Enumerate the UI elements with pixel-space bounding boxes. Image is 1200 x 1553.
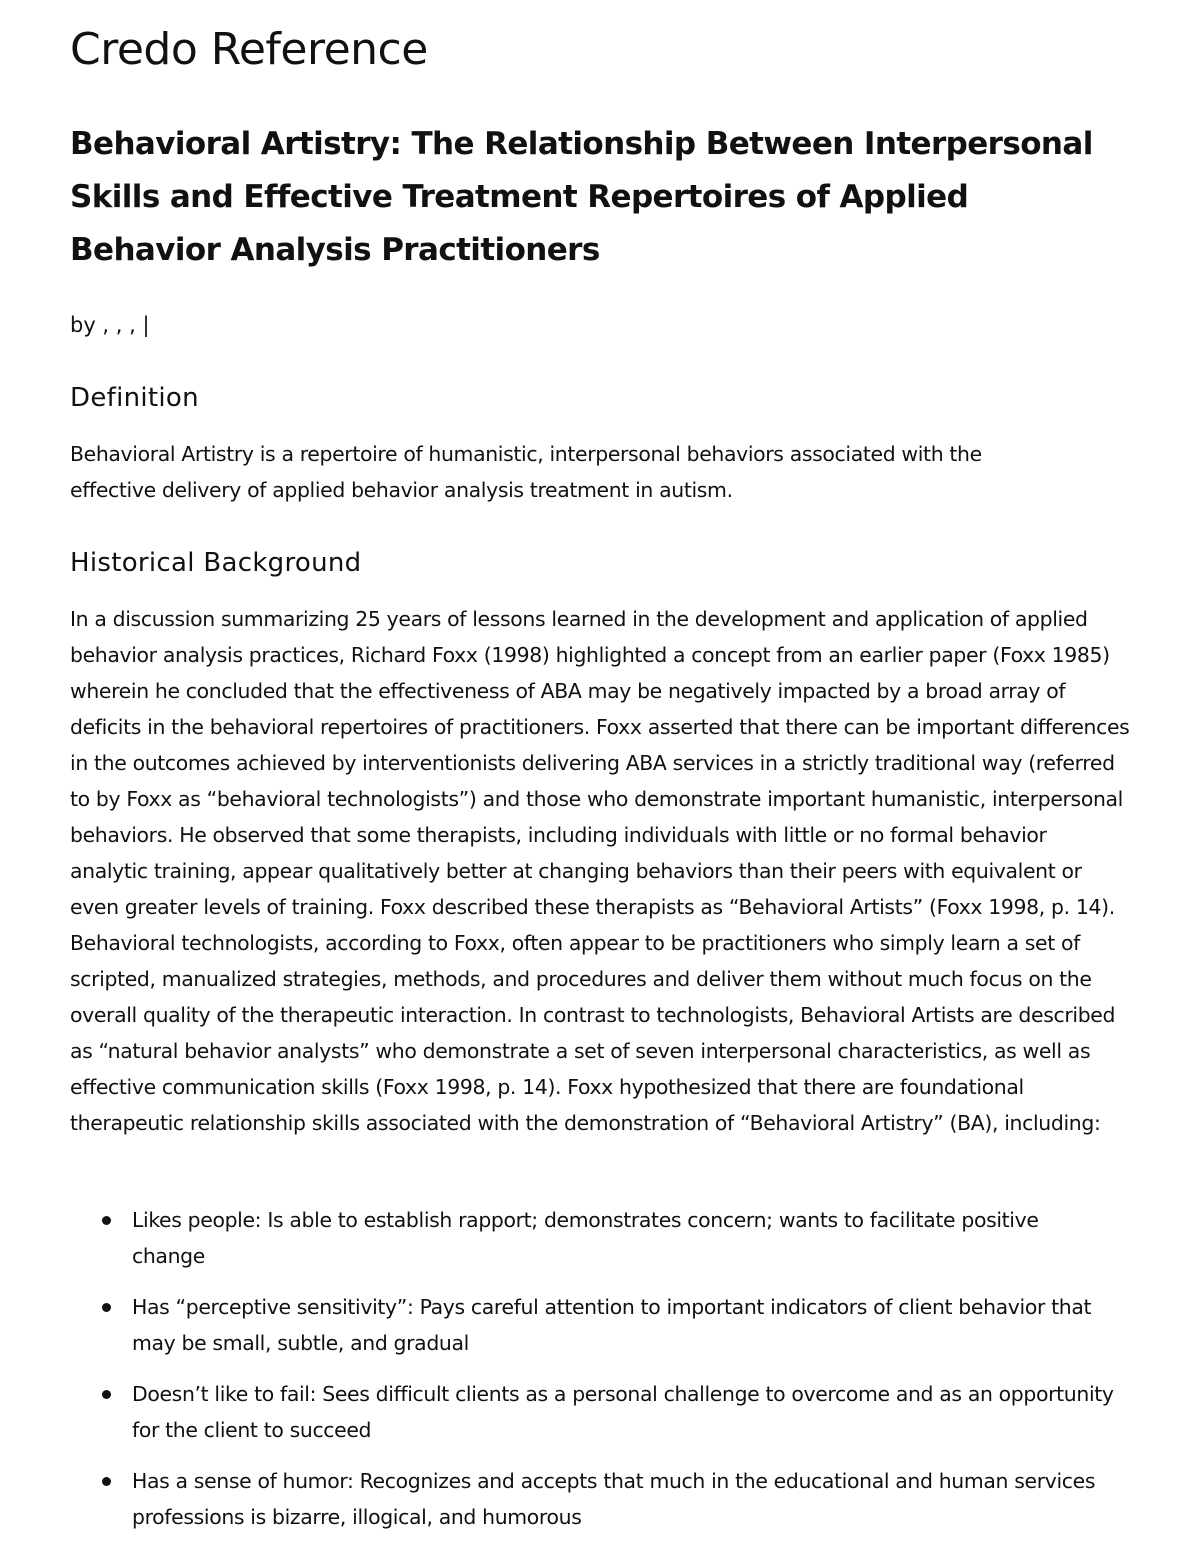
definition-text: Behavioral Artistry is a repertoire of humanistic, interpersonal behaviors associated with the effective delivery of applied behavior analysis treatment in autism. bbox=[70, 442, 982, 502]
historical-background-text: In a discussion summarizing 25 years of lessons learned in the development and application of applied behavior analysis practices, Richard Foxx (1998) highlighted a concept from an earlier paper (Foxx 1985) wherein he concluded that the effectiveness of ABA may be negatively impacted by a broad array of deficits in the behavioral repertoires of practitioners. Foxx asserted that there can be important differences in the outcomes achieved by interventionists delivering ABA services in a strictly traditional way (referred to by Foxx as “behavioral technologists”) and those who demonstrate important humanistic, interpersonal behaviors. He observed that some therapists, including individuals with little or no formal behavior analytic training, appear qualitatively better at changing behaviors than their peers with equivalent or even greater levels of training. Foxx described these therapists as “Behavioral Artists” (Foxx 1998, p. 14). Behavioral technologists, according to Foxx, often appear to be practitioners who simply learn a set of scripted, manualized strategies, methods, and procedures and deliver them without much focus on the overall quality of the therapeutic interaction. In contrast to technologists, Behavioral Artists are described as “natural behavior analysts” who demonstrate a set of seven interpersonal characteristics, as well as effective communication skills (Foxx 1998, p. 14). Foxx hypothesized that there are foundational therapeutic relationship skills associated with the demonstration of “Behavioral Artistry” (BA), including: bbox=[70, 607, 1130, 1135]
list-item-text: Doesn’t like to fail: Sees difficult clients as a personal challenge to overcome and as an opportunity for the client to succeed bbox=[132, 1382, 1114, 1442]
bullet-icon bbox=[102, 1216, 111, 1225]
characteristics-list bbox=[70, 1202, 1114, 1550]
list-item-text: Has a sense of humor: Recognizes and accepts that much in the educational and human services professions is bizarre, illogical, and humorous bbox=[132, 1469, 1096, 1529]
article-title: Behavioral Artistry: The Relationship Between Interpersonal Skills and Effective Treatment Repertoires of Applied Behavior Analysis Practitioners bbox=[70, 126, 1093, 268]
bullet-icon bbox=[102, 1477, 111, 1486]
bullet-icon bbox=[102, 1303, 111, 1312]
list-item-text: Likes people: Is able to establish rapport; demonstrates concern; wants to facilitate positive change bbox=[132, 1208, 1039, 1268]
list-item bbox=[70, 1463, 1117, 1535]
definition-heading: Definition bbox=[70, 383, 199, 413]
list-item bbox=[70, 1202, 1117, 1274]
site-title: Credo Reference bbox=[70, 24, 428, 75]
list-item-text: Has “perceptive sensitivity”: Pays careful attention to important indicators of client behavior that may be small, subtle, and gradual bbox=[132, 1295, 1092, 1355]
list-item bbox=[70, 1376, 1117, 1448]
byline: by , , , | bbox=[70, 313, 150, 337]
historical-background-heading: Historical Background bbox=[70, 548, 362, 578]
list-item bbox=[70, 1289, 1117, 1361]
bullet-icon bbox=[102, 1390, 111, 1399]
